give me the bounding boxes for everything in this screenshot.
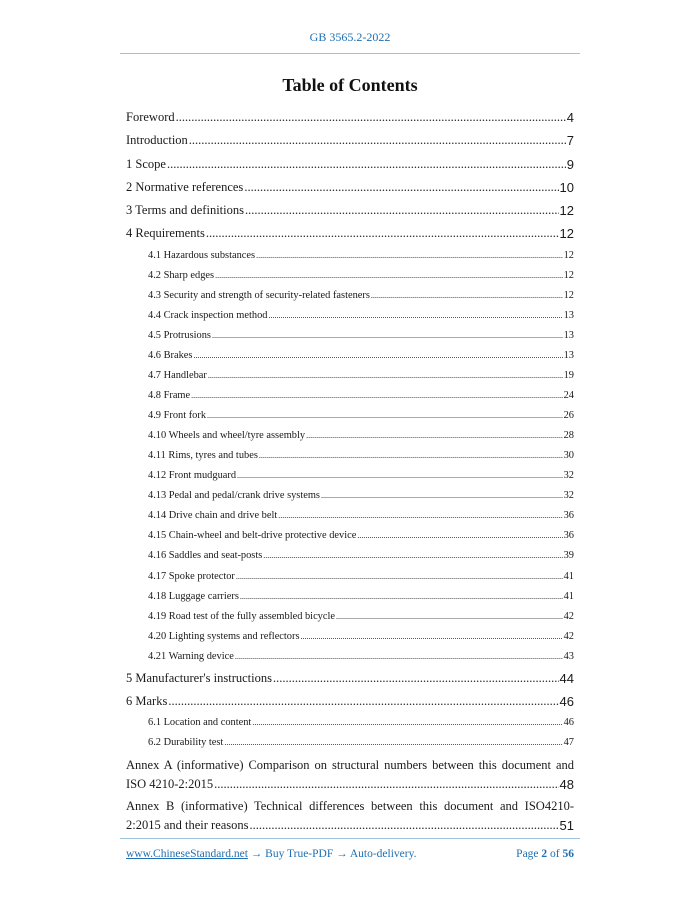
annex-title-line2: ISO 4210-2:2015 [126,777,214,792]
toc-entry[interactable] [126,153,574,176]
toc-entry-label: 6 Marks [126,694,168,709]
toc-leader-dots [252,713,562,733]
toc-entry-label: 4.4 Crack inspection method [148,309,268,321]
toc-entry-label: 4.15 Chain-wheel and belt-drive protective device [148,530,357,542]
toc-entry-page: 39 [563,550,574,562]
toc-entry[interactable] [126,526,574,546]
toc-entry-page: 12 [559,203,574,219]
toc-entry-page: 41 [563,570,574,582]
toc-entry-page: 32 [563,490,574,502]
toc-leader-dots [278,506,562,526]
toc-entry-page: 36 [563,530,574,542]
toc-leader-dots [245,199,559,222]
toc-entry-label: Introduction [126,133,188,148]
toc-entry-page: 48 [559,777,574,793]
toc-entry-page: 12 [563,289,574,301]
toc-entry-label: 6.2 Durability test [148,737,224,749]
toc-leader-dots [206,222,559,245]
toc-entry-page: 24 [563,390,574,402]
toc-entry[interactable] [126,366,574,386]
toc-entry-label: 4.2 Sharp edges [148,269,215,281]
toc-entry-label: 4.20 Lighting systems and reflectors [148,630,300,642]
toc-entry-label: 4.17 Spoke protector [148,570,235,582]
toc-entry-page: 44 [559,670,574,686]
toc-entry[interactable] [126,246,574,266]
toc-leader-dots [336,607,563,627]
toc-entry[interactable] [126,199,574,222]
toc-leader-dots [306,426,563,446]
toc-entry[interactable] [126,587,574,607]
toc-leader-dots [321,486,563,506]
toc-leader-dots [207,406,563,426]
toc-leader-dots [268,306,562,326]
toc-entry[interactable] [126,667,574,690]
toc-entry[interactable] [126,546,574,566]
toc-entry-label: 4.18 Luggage carriers [148,590,239,602]
page-of: of [550,848,560,860]
toc-entry-label: 4.13 Pedal and pedal/crank drive systems [148,490,320,502]
chinese-standard-link[interactable]: www.ChineseStandard.net [126,848,248,860]
toc-entry[interactable] [126,286,574,306]
toc-leader-dots [191,386,562,406]
toc-entry[interactable] [126,326,574,346]
toc-entry-label: 4.10 Wheels and wheel/tyre assembly [148,430,306,442]
toc-leader-dots [273,667,559,690]
toc-entry[interactable] [126,713,574,733]
toc-entry-label: 4 Requirements [126,226,205,241]
toc-entry-page: 36 [563,510,574,522]
toc-entry-page: 9 [566,156,574,172]
toc-entry-page: 43 [563,650,574,662]
toc-entry[interactable] [126,106,574,129]
toc-entry-page: 26 [563,410,574,422]
toc-entry-page: 28 [563,430,574,442]
toc-entry-page: 47 [563,737,574,749]
standard-id-header: GB 3565.2-2022 [309,30,391,44]
footer-left [126,848,416,860]
toc-entry-page: 4 [566,110,574,125]
toc-leader-dots [357,526,562,546]
toc-entry-page: 12 [559,226,574,242]
toc-entry-label: 4.21 Warning device [148,650,234,662]
toc-entry[interactable] [126,406,574,426]
toc-entry-page: 13 [563,350,574,362]
annex-title-line1: Annex A (informative) Comparison on structural numbers between this document and [126,758,574,773]
toc-entry[interactable] [126,129,574,152]
toc-entry-label: 4.11 Rims, tyres and tubes [148,450,258,462]
toc-leader-dots [259,446,563,466]
toc-entry-label: 4.6 Brakes [148,350,193,362]
page-indicator [516,848,574,860]
annex-title-line2-row [126,816,574,835]
toc-leader-dots [168,690,558,713]
toc-annex-entry[interactable] [126,756,574,794]
toc-entry-page: 51 [559,818,574,834]
toc-entry[interactable] [126,733,574,753]
toc-entry-label: 5 Manufacturer's instructions [126,670,272,685]
toc-entry-page: 46 [563,717,574,729]
toc-entry[interactable] [126,386,574,406]
toc-entry-label: 2 Normative references [126,179,244,194]
toc-leader-dots [244,176,558,199]
header-divider [120,53,580,54]
toc-entry-label: 4.5 Protrusions [148,329,211,341]
toc-entry-page: 42 [563,630,574,642]
toc-entry-page: 13 [563,309,574,321]
toc-leader-dots [240,587,563,607]
toc-entry[interactable] [126,690,574,713]
toc-leader-dots [193,346,562,366]
toc-entry-page: 46 [559,694,574,710]
annex-title-line1: Annex B (informative) Technical differences between this document and ISO4210- [126,799,574,814]
footer-divider [120,838,580,839]
toc-annex-entry[interactable] [126,797,574,835]
toc-entry[interactable] [126,446,574,466]
toc-entry-label: 4.19 Road test of the fully assembled bicycle [148,610,335,622]
toc-entry-label: Foreword [126,110,175,124]
toc-leader-dots [189,129,566,152]
toc-entry-label: 4.12 Front mudguard [148,470,237,482]
annex-title-line2: 2:2015 and their reasons [126,818,249,833]
toc-entry-page: 41 [563,590,574,602]
toc-leader-dots [214,775,558,794]
toc-leader-dots [215,266,563,286]
page-current: 2 [541,848,548,860]
toc-leader-dots [208,366,563,386]
toc-entry[interactable] [126,486,574,506]
toc-entry-page: 7 [566,133,574,149]
toc-entry-label: 1 Scope [126,156,166,171]
toc-leader-dots [237,466,563,486]
toc-leader-dots [250,816,559,835]
toc-entry-page: 42 [563,610,574,622]
toc-entry[interactable] [126,647,574,667]
toc-leader-dots [167,153,566,176]
toc-entry-page: 13 [563,329,574,341]
annex-title-line2-row [126,775,574,794]
toc-leader-dots [263,546,562,566]
page-word: Page [516,848,539,860]
toc-entry-label: 4.3 Security and strength of security-related fasteners [148,289,370,301]
toc-entry[interactable] [126,506,574,526]
footer-tagline: → Buy True-PDF → Auto-delivery. [247,848,417,860]
toc-entry[interactable] [126,222,574,245]
toc-entry[interactable] [126,346,574,366]
toc-entry-label: 4.8 Frame [148,390,191,402]
toc-entry-page: 12 [563,249,574,261]
toc-leader-dots [224,733,562,753]
toc-entry-page: 32 [563,470,574,482]
toc-entry-label: 3 Terms and definitions [126,203,244,218]
toc-leader-dots [301,627,563,647]
toc-entry[interactable] [126,466,574,486]
toc-entry-label: 4.14 Drive chain and drive belt [148,510,278,522]
toc-entry[interactable] [126,266,574,286]
toc-leader-dots [236,567,563,587]
page-title: Table of Contents [282,75,418,95]
toc-entry[interactable] [126,627,574,647]
table-of-contents [126,106,574,835]
toc-entry-page: 10 [559,179,574,195]
toc-entry[interactable] [126,176,574,199]
toc-entry[interactable] [126,306,574,326]
page-total: 56 [562,848,574,860]
toc-entry-label: 4.16 Saddles and seat-posts [148,550,263,562]
footer [126,848,574,860]
toc-entry-page: 19 [563,370,574,382]
toc-leader-dots [176,106,566,129]
toc-leader-dots [371,286,563,306]
toc-leader-dots [212,326,563,346]
toc-entry[interactable] [126,607,574,627]
toc-leader-dots [235,647,563,667]
toc-leader-dots [256,246,563,266]
toc-entry-label: 4.1 Hazardous substances [148,249,256,261]
toc-entry[interactable] [126,567,574,587]
toc-entry-label: 4.9 Front fork [148,410,207,422]
toc-entry-label: 6.1 Location and content [148,717,252,729]
toc-entry-label: 4.7 Handlebar [148,370,207,382]
toc-entry[interactable] [126,426,574,446]
toc-entry-page: 30 [563,450,574,462]
toc-entry-page: 12 [563,269,574,281]
